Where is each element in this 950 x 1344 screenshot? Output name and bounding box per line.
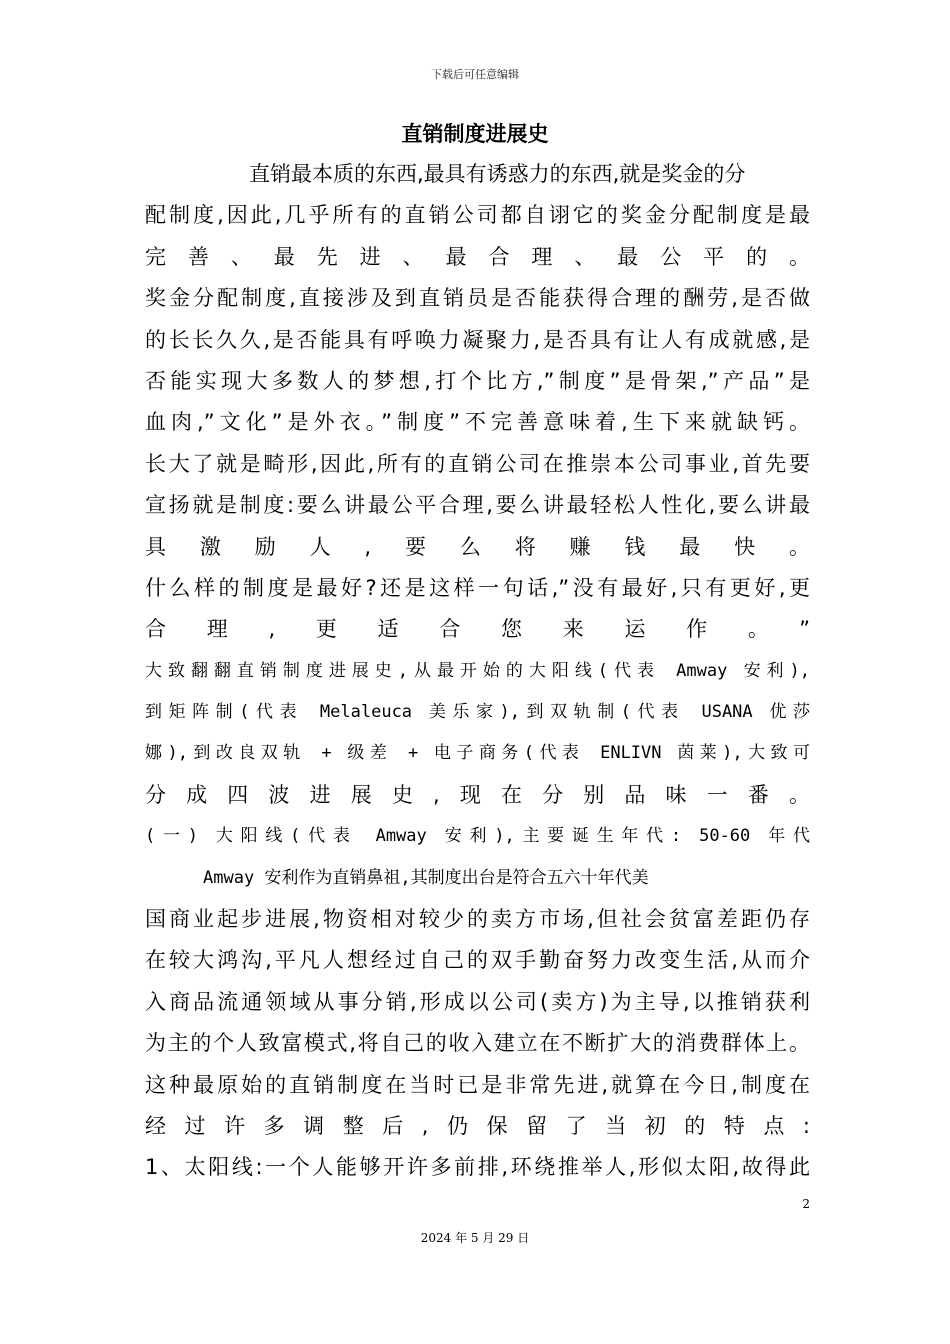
body-line: 否能实现大多数人的梦想,打个比方,”制度”是骨架,”产品”是 [145, 368, 810, 393]
body-line: 合理,更适合您来运作。” [145, 617, 810, 642]
body-line: 国商业起步进展,物资相对较少的卖方市场,但社会贫富差距仍存 [145, 907, 810, 932]
body-line: 到矩阵制(代表 Melaleuca 美乐家),到双轨制(代表 USANA 优莎 [145, 702, 810, 723]
body-line: 为主的个人致富模式,将自己的收入建立在不断扩大的消费群体上。 [145, 1031, 810, 1056]
body-line: 直销最本质的东西,最具有诱惑力的东西,就是奖金的分 [249, 162, 746, 186]
body-line: 宣扬就是制度:要么讲最公平合理,要么讲最轻松人性化,要么讲最 [145, 493, 810, 518]
body-line: 经过许多调整后,仍保留了当初的特点: [145, 1113, 810, 1138]
section-heading: (一) 大阳线(代表 Amway 安利),主要诞生年代: 50-60 年代 [145, 826, 810, 847]
body-line: 在较大鸿沟,平凡人想经过自己的双手勤奋努力改变生活,从而介 [145, 948, 810, 973]
body-line: 这种最原始的直销制度在当时已是非常先进,就算在今日,制度在 [145, 1072, 810, 1097]
body-line: 配制度,因此,几乎所有的直销公司都自诩它的奖金分配制度是最 [145, 203, 810, 228]
document-title: 直销制度进展史 [401, 122, 549, 146]
body-line: 奖金分配制度,直接涉及到直销员是否能获得合理的酬劳,是否做 [145, 286, 810, 311]
body-line: 长大了就是畸形,因此,所有的直销公司在推崇本公司事业,首先要 [145, 451, 810, 476]
body-line: Amway 安利作为直销鼻祖,其制度出台是符合五六十年代美 [203, 867, 649, 888]
body-line: 的长长久久,是否能具有呼唤力凝聚力,是否具有让人有成就感,是 [145, 327, 810, 352]
body-line: 分成四波进展史,现在分别品味一番。 [145, 782, 810, 807]
page-number: 2 [802, 1197, 810, 1211]
body-line: 入商品流通领域从事分销,形成以公司(卖方)为主导,以推销获利 [145, 989, 810, 1014]
body-line: 1、太阳线:一个人能够开许多前排,环绕推举人,形似太阳,故得此 [145, 1155, 810, 1180]
document-body [145, 154, 810, 1189]
body-line: 具激励人,要么将赚钱最快。 [145, 534, 810, 559]
body-line: 娜),到改良双轨 + 级差 + 电子商务(代表 ENLIVN 茵莱),大致可 [145, 743, 810, 764]
body-line: 什么样的制度是最好?还是这样一句话,”没有最好,只有更好,更 [145, 575, 810, 600]
body-line: 完善、最先进、最合理、最公平的。 [145, 244, 810, 269]
page-footer-date: 2024 年 5 月 29 日 [420, 1231, 530, 1245]
body-line: 大致翻翻直销制度进展史,从最开始的大阳线(代表 Amway 安利), [145, 660, 810, 681]
page-header: 下载后可任意编辑 [431, 68, 519, 81]
body-line: 血肉,”文化”是外衣。”制度”不完善意味着,生下来就缺钙。 [145, 410, 810, 435]
